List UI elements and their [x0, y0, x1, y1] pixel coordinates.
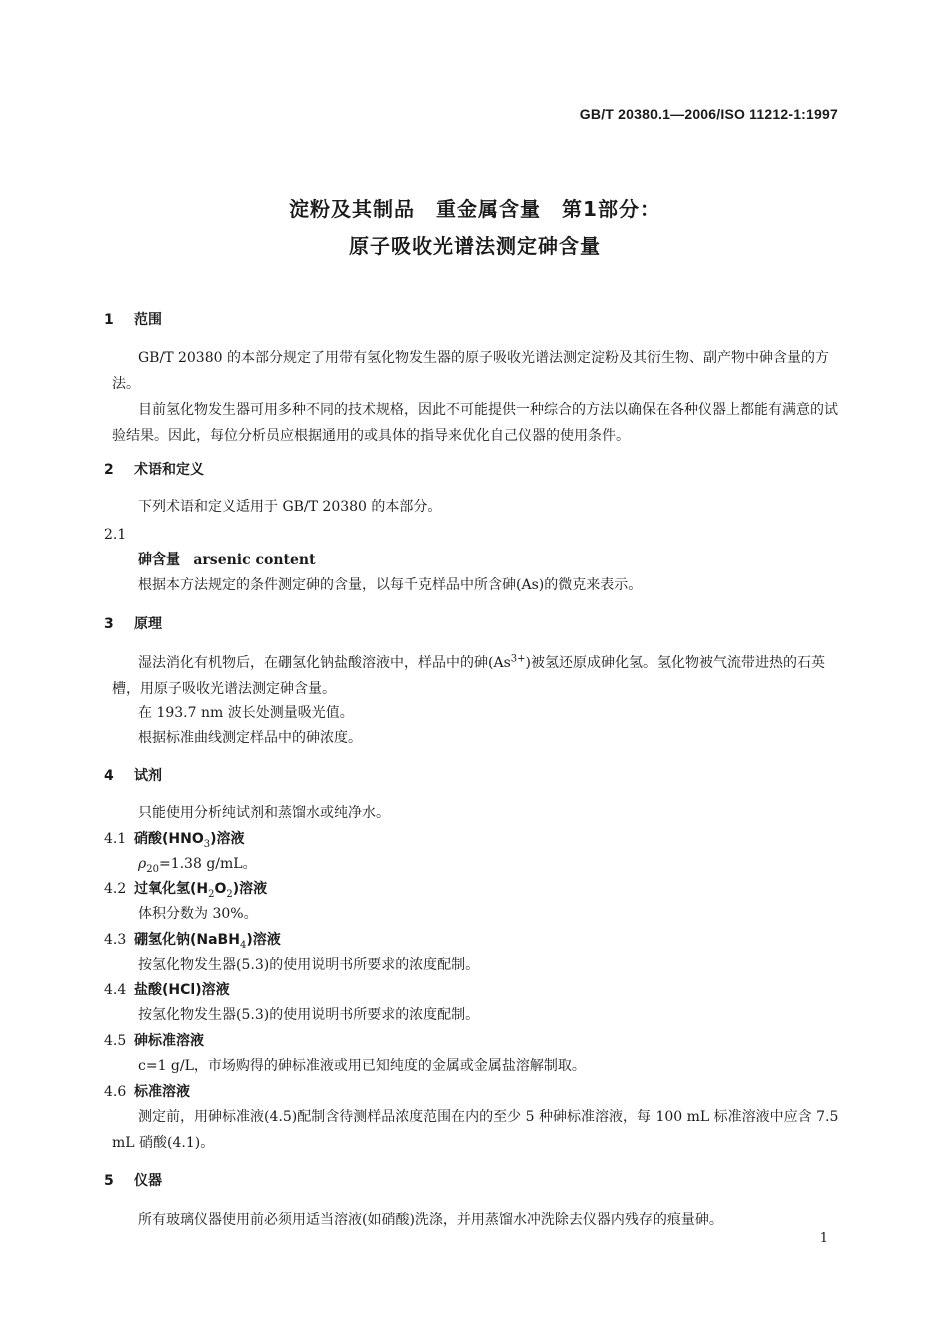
reagent-4-2-text: 体积分数为 30%。	[138, 906, 258, 922]
standard-code: GB/T 20380.1—2006/ISO 11212-1:1997	[579, 106, 838, 122]
section-2-1-number: 2.1	[104, 527, 127, 543]
section-3-paragraph-3: 根据标准曲线测定样品中的砷浓度。	[138, 730, 362, 746]
reagent-4-4-heading: 4.4 盐酸(HCl)溶液	[104, 982, 230, 998]
section-3-heading: 3 原理	[104, 616, 162, 632]
title-line-1: 淀粉及其制品 重金属含量 第1部分：	[289, 197, 661, 221]
section-1-paragraph-2: 目前氢化物发生器可用多种不同的技术规格，因此不可能提供一种综合的方法以确保在各种仪器上都能有满意的试验结果。因此，每位分析员应根据通用的或具体的指导来优化自己仪器的使用条件。	[112, 402, 838, 444]
section-3-paragraph-1: 湿法消化有机物后，在硼氢化钠盐酸溶液中，样品中的砷$(As^{3+})$被氢还原成砷化氢。氢化物被气流带进热的石英槽，用原子吸收光谱法测定砷含量。	[112, 653, 825, 697]
reagent-4-1-heading: 4.1 硝酸$(HNO_3)$溶液	[104, 831, 245, 850]
section-5-paragraph: 所有玻璃仪器使用前必须用适当溶液(如硝酸)洗涤，并用蒸馏水冲洗除去仪器内残存的痕量砷。	[138, 1212, 723, 1228]
page-number: 1	[819, 1231, 828, 1246]
reagent-4-3-text: 按氢化物发生器(5.3)的使用说明书所要求的浓度配制。	[138, 957, 480, 973]
reagent-4-5-text: c=1 g/L，市场购得的砷标准液或用已知纯度的金属或金属盐溶解制取。	[138, 1058, 586, 1074]
reagent-4-6-heading: 4.6 标准溶液	[104, 1084, 190, 1100]
section-4-heading: 4 试剂	[104, 768, 162, 784]
term-definition: 根据本方法规定的条件测定砷的含量，以每千克样品中所含砷(As)的微克来表示。	[138, 577, 643, 593]
reagent-4-3-heading: 4.3 硼氢化钠(NaBH$_4$)溶液	[104, 932, 281, 951]
title-line-2: 原子吸收光谱法测定砷含量	[349, 234, 601, 258]
reagent-4-1-text: $\rho_{20}=1.38$ g/mL。	[138, 856, 257, 875]
reagent-4-6-text: 测定前，用砷标准液(4.5)配制含待测样品浓度范围在内的至少 5 种砷标准溶液，每 100 mL 标准溶液中应含 7.5 mL 硝酸(4.1)。	[112, 1109, 839, 1151]
section-5-heading: 5 仪器	[104, 1173, 162, 1189]
reagent-4-2-heading: 4.2 过氧化氢$(H_2O_2)$溶液	[104, 881, 268, 900]
section-4-intro: 只能使用分析纯试剂和蒸馏水或纯净水。	[138, 805, 390, 821]
reagent-4-5-heading: 4.5 砷标准溶液	[104, 1033, 204, 1049]
section-3-paragraph-2: 在 193.7 nm 波长处测量吸光值。	[138, 705, 354, 721]
term-entry: 砷含量 arsenic content	[138, 552, 316, 568]
section-1-heading: 1 范围	[104, 312, 162, 328]
section-1-paragraph-1: GB/T 20380 的本部分规定了用带有氢化物发生器的原子吸收光谱法测定淀粉及其衍生物、副产物中砷含量的方法。	[112, 350, 829, 392]
reagent-4-4-text: 按氢化物发生器(5.3)的使用说明书所要求的浓度配制。	[138, 1007, 480, 1023]
section-2-paragraph: 下列术语和定义适用于 GB/T 20380 的本部分。	[138, 499, 442, 515]
section-2-heading: 2 术语和定义	[104, 462, 204, 478]
